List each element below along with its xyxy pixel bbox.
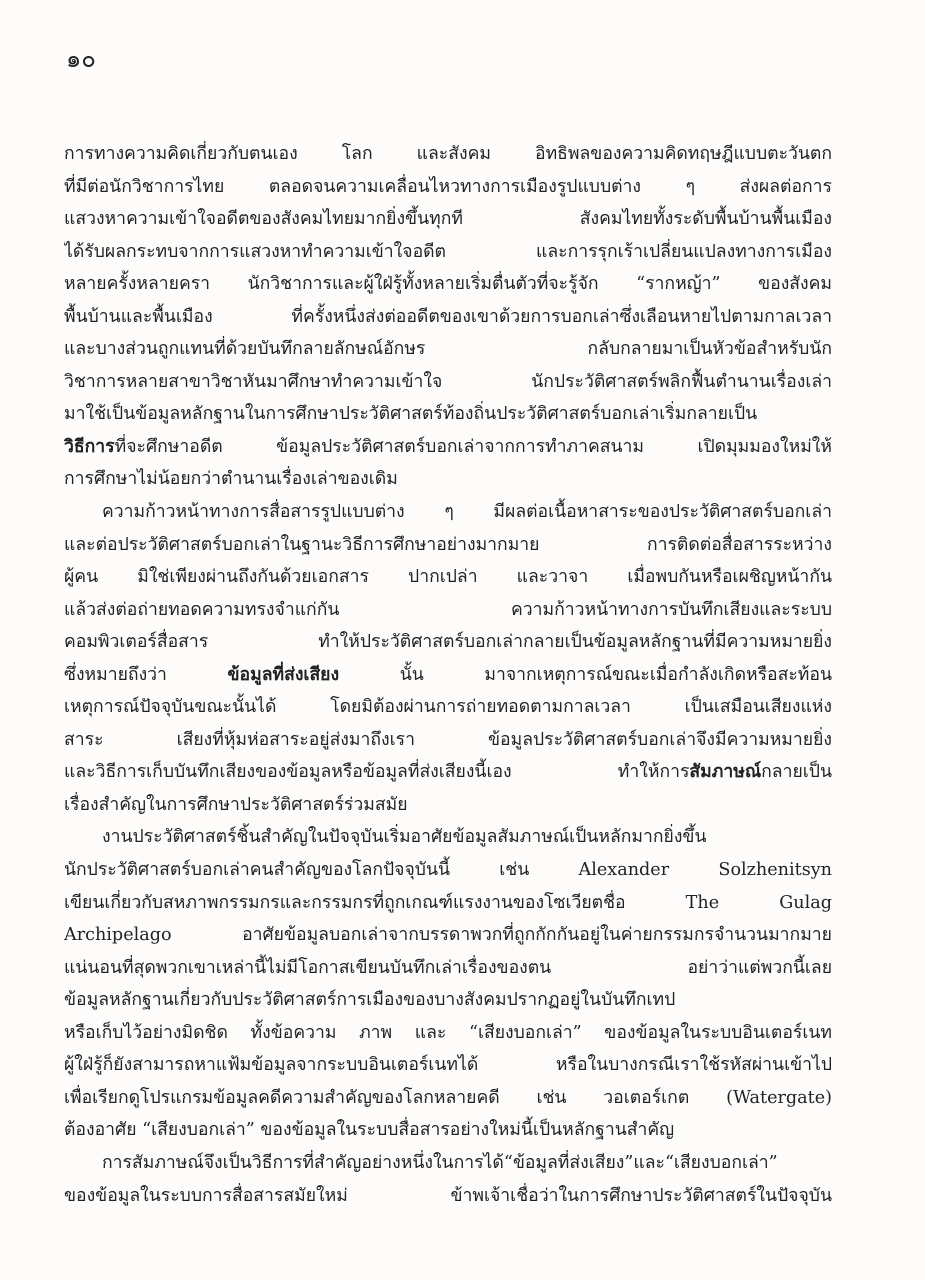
text-run: ที่มีต่อนักวิชาการไทย ตลอดจนความเคลื่อนไหวทางการเมืองรูปแบบต่าง ๆ ส่งผลต่อการ [64, 176, 832, 197]
text-run: ต้องอาศัย “เสียงบอกเล่า” ของข้อมูลในระบบสื่อสารอย่างใหม่นี้เป็นหลักฐานสำคัญ [64, 1120, 675, 1141]
text-run: แสวงหาความเข้าใจอดีตของสังคมไทยมากยิ่งขึ้นทุกที สังคมไทยทั้งระดับพื้นบ้านพื้นเมือง [64, 209, 832, 230]
text-line [64, 626, 832, 659]
text-line [64, 138, 832, 171]
paragraph [64, 138, 832, 496]
text-run: และวิธีการเก็บบันทึกเสียงของข้อมูลหรือข้อมูลที่ส่งเสียงนี้เอง ทำให้การ [64, 762, 690, 783]
text-run: นั้น มาจากเหตุการณ์ขณะเมื่อกำลังเกิดหรือสะท้อน [339, 664, 832, 685]
text-line [64, 887, 832, 920]
text-line [64, 724, 832, 757]
text-run: หรือเก็บไว้อย่างมิดชิด ทั้งข้อความ ภาพ และ “เสียงบอกเล่า” ของข้อมูลในระบบอินเตอร์เนท [64, 1022, 832, 1043]
text-run: การสัมภาษณ์จึงเป็นวิธีการที่สำคัญอย่างหนึ่งในการได้“ข้อมูลที่ส่งเสียง”และ“เสียงบอกเล่า” [102, 1152, 778, 1173]
text-line [64, 398, 832, 431]
text-line [64, 1082, 832, 1115]
text-run: กลายเป็น [761, 762, 832, 783]
text-run: ที่จะศึกษาอดีต ข้อมูลประวัติศาสตร์บอกเล่าจากการทำภาคสนาม เปิดมุมมองใหม่ให้ [114, 436, 832, 457]
text-run: สาระ เสียงที่หุ้มห่อสาระอยู่ส่งมาถึงเรา ข้อมูลประวัติศาสตร์บอกเล่าจึงมีความหมายยิ่ง [64, 729, 832, 750]
text-line [64, 919, 832, 952]
text-line [64, 561, 832, 594]
text-line [64, 268, 832, 301]
text-line [64, 691, 832, 724]
text-run: และต่อประวัติศาสตร์บอกเล่าในฐานะวิธีการศึกษาอย่างมากมาย การติดต่อสื่อสารระหว่าง [64, 534, 832, 555]
text-line [64, 301, 832, 334]
body-text [64, 138, 832, 1212]
text-run: นักประวัติศาสตร์บอกเล่าคนสำคัญของโลกปัจจุบันนี้ เช่น Alexander Solzhenitsyn [64, 860, 832, 881]
text-line [64, 496, 832, 529]
text-run: พื้นบ้านและพื้นเมือง ที่ครั้งหนึ่งส่งต่ออดีตของเขาด้วยการบอกเล่าซึ่งเลือนหายไปตามกาลเวลา [64, 306, 832, 327]
page-number: ๑๐ [66, 45, 96, 73]
text-run: งานประวัติศาสตร์ชิ้นสำคัญในปัจจุบันเริ่มอาศัยข้อมูลสัมภาษณ์เป็นหลักมากยิ่งขึ้น [102, 827, 707, 848]
text-line [64, 1147, 832, 1180]
text-run: แล้วส่งต่อถ่ายทอดความทรงจำแก่กัน ความก้าวหน้าทางการบันทึกเสียงและระบบ [64, 599, 832, 620]
text-run: การทางความคิดเกี่ยวกับตนเอง โลก และสังคม อิทธิพลของความคิดทฤษฎีแบบตะวันตก [64, 144, 832, 164]
text-run: ของข้อมูลในระบบการสื่อสารสมัยใหม่ ข้าพเจ้าเชื่อว่าในการศึกษาประวัติศาสตร์ในปัจจุบัน [64, 1185, 832, 1206]
text-run: ผู้คน มิใช่เพียงผ่านถึงกันด้วยเอกสาร ปากเปล่า และวาจา เมื่อพบกันหรือเผชิญหน้ากัน [64, 567, 832, 588]
text-line [64, 854, 832, 887]
text-run: คอมพิวเตอร์สื่อสาร ทำให้ประวัติศาสตร์บอกเล่ากลายเป็นข้อมูลหลักฐานที่มีความหมายยิ่ง [64, 632, 832, 653]
text-line [64, 789, 832, 822]
text-run: ได้รับผลกระทบจากการแสวงหาทำความเข้าใจอดีต และการรุกเร้าเปลี่ยนแปลงทางการเมือง [64, 241, 832, 262]
paragraph [64, 496, 832, 821]
text-line [64, 1180, 832, 1213]
text-line [64, 984, 832, 1017]
text-line [64, 366, 832, 399]
text-run: ความก้าวหน้าทางการสื่อสารรูปแบบต่าง ๆ มีผลต่อเนื้อหาสาระของประวัติศาสตร์บอกเล่า [102, 502, 832, 523]
text-line [64, 1049, 832, 1082]
text-line [64, 659, 832, 692]
text-line [64, 1017, 832, 1050]
text-line [64, 594, 832, 627]
text-run: เพื่อเรียกดูโปรแกรมข้อมูลคดีความสำคัญของโลกหลายคดี เช่น วอเตอร์เกต (Watergate) [64, 1087, 832, 1108]
paragraph [64, 821, 832, 1146]
text-run: มาใช้เป็นข้อมูลหลักฐานในการศึกษาประวัติศาสตร์ท้องถิ่นประวัติศาสตร์บอกเล่าเริ่มกลายเป็น [64, 404, 758, 425]
text-run: เขียนเกี่ยวกับสหภาพกรรมกรและกรรมกรที่ถูกเกณฑ์แรงงานของโซเวียตชื่อ The Gulag [64, 892, 832, 913]
text-line [64, 952, 832, 985]
text-line [64, 463, 832, 496]
text-line [64, 333, 832, 366]
text-run: เรื่องสำคัญในการศึกษาประวัติศาสตร์ร่วมสมัย [64, 794, 408, 815]
text-line [64, 236, 832, 269]
text-line [64, 529, 832, 562]
bold-term: ข้อมูลที่ส่งเสียง [227, 663, 340, 685]
text-line [64, 203, 832, 236]
text-run: เหตุการณ์ปัจจุบันขณะนั้นได้ โดยมิต้องผ่านการถ่ายทอดตามกาลเวลา เป็นเสมือนเสียงแห่ง [64, 697, 832, 718]
text-line [64, 1114, 832, 1147]
text-run: ซึ่งหมายถึงว่า [64, 664, 228, 685]
bold-term: วิธีการ [64, 435, 115, 457]
text-line [64, 171, 832, 204]
bold-term: สัมภาษณ์ [689, 761, 762, 783]
paragraph [64, 1147, 832, 1212]
text-run: Archipelago อาศัยข้อมูลบอกเล่าจากบรรดาพวกที่ถูกกักกันอยู่ในค่ายกรรมกรจำนวนมากมาย [64, 925, 832, 946]
text-line [64, 821, 832, 854]
text-run: และบางส่วนถูกแทนที่ด้วยบันทึกลายลักษณ์อักษร กลับกลายมาเป็นหัวข้อสำหรับนัก [64, 339, 832, 360]
text-run: วิชาการหลายสาขาวิชาหันมาศึกษาทำความเข้าใจ นักประวัติศาสตร์พลิกฟื้นตำนานเรื่องเล่า [64, 371, 832, 392]
text-run: ข้อมูลหลักฐานเกี่ยวกับประวัติศาสตร์การเมืองของบางสังคมปรากฏอยู่ในบันทึกเทป [64, 990, 676, 1011]
text-run: ผู้ใฝ่รู้ก็ยังสามารถหาแฟ้มข้อมูลจากระบบอินเตอร์เนทได้ หรือในบางกรณีเราใช้รหัสผ่านเข้าไป [64, 1055, 832, 1076]
text-line [64, 756, 832, 789]
text-run: การศึกษาไม่น้อยกว่าตำนานเรื่องเล่าของเดิม [64, 469, 398, 490]
text-run: หลายครั้งหลายครา นักวิชาการและผู้ใฝ่รู้ทั้งหลายเริ่มตื่นตัวที่จะรู้จัก “รากหญ้า” ของสังคม [64, 274, 832, 295]
text-run: แน่นอนที่สุดพวกเขาเหล่านี้ไม่มีโอกาสเขียนบันทึกเล่าเรื่องของตน อย่าว่าแต่พวกนี้เลย [64, 957, 832, 978]
text-line [64, 431, 832, 464]
